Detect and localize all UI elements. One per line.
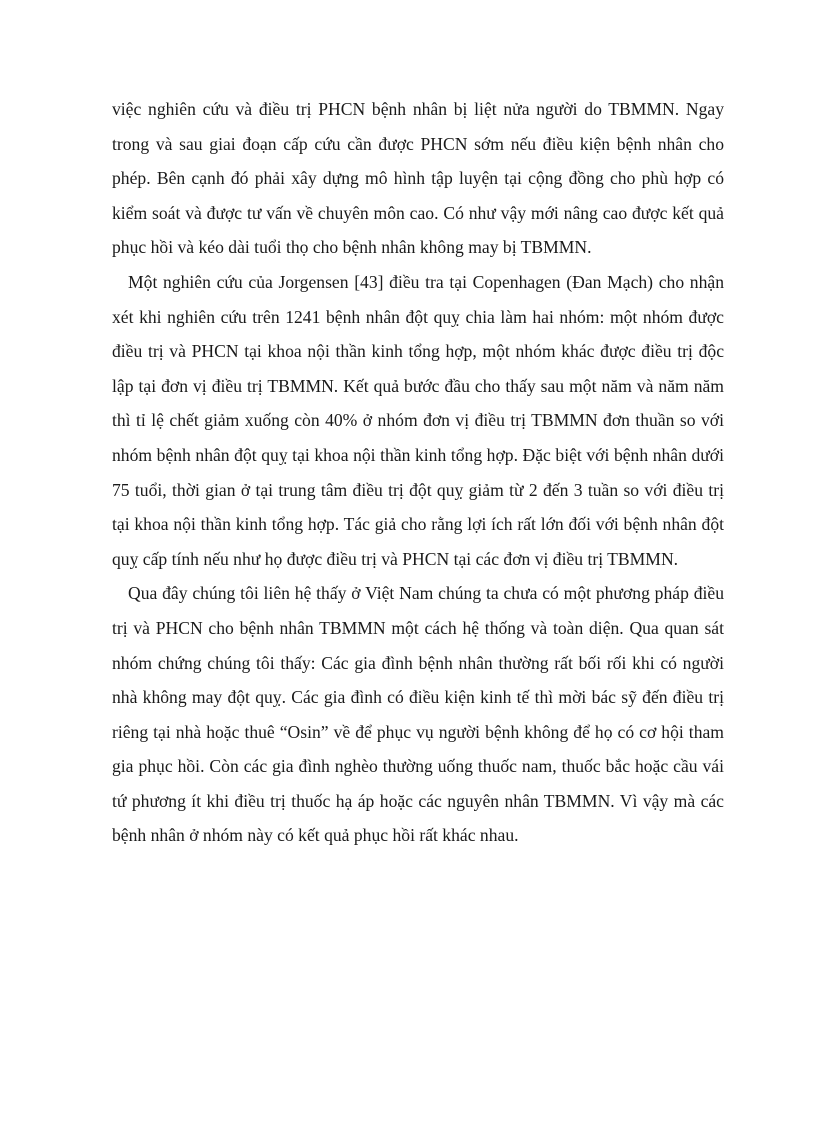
document-page bbox=[112, 92, 724, 853]
paragraph-vietnam-observation: Qua đây chúng tôi liên hệ thấy ở Việt Nam chúng ta chưa có một phương pháp điều trị và PHCN cho bệnh nhân TBMMN một cách hệ thống và toàn diện. Qua quan sát nhóm chứng chúng tôi thấy: Các gia đình bệnh nhân thường rất bối rối khi có người nhà không may đột quỵ. Các gia đình có điều kiện kinh tế thì mời bác sỹ đến điều trị riêng tại nhà hoặc thuê “Osin” về để phục vụ người bệnh không để họ có cơ hội tham gia phục hồi. Còn các gia đình nghèo thường uống thuốc nam, thuốc bắc hoặc cầu vái tứ phương ít khi điều trị thuốc hạ áp hoặc các nguyên nhân TBMMN. Vì vậy mà các bệnh nhân ở nhóm này có kết quả phục hồi rất khác nhau. bbox=[112, 583, 724, 846]
paragraph-continuation: việc nghiên cứu và điều trị PHCN bệnh nhân bị liệt nửa người do TBMMN. Ngay trong và sau giai đoạn cấp cứu cần được PHCN sớm nếu điều kiện bệnh nhân cho phép. Bên cạnh đó phải xây dựng mô hình tập luyện tại cộng đồng cho phù hợp có kiểm soát và được tư vấn về chuyên môn cao. Có như vậy mới nâng cao được kết quả phục hồi và kéo dài tuổi thọ cho bệnh nhân không may bị TBMMN. bbox=[112, 99, 724, 258]
paragraph-jorgensen-study: Một nghiên cứu của Jorgensen [43] điều tra tại Copenhagen (Đan Mạch) cho nhận xét khi nghiên cứu trên 1241 bệnh nhân đột quỵ chia làm hai nhóm: một nhóm được điều trị và PHCN tại khoa nội thần kinh tổng hợp, một nhóm khác được điều trị độc lập tại đơn vị điều trị TBMMN. Kết quả bước đầu cho thấy sau một năm và năm năm thì tỉ lệ chết giảm xuống còn 40% ở nhóm đơn vị điều trị TBMMN đơn thuần so với nhóm bệnh nhân đột quỵ tại khoa nội thần kinh tổng hợp. Đặc biệt với bệnh nhân dưới 75 tuổi, thời gian ở tại trung tâm điều trị đột quỵ giảm từ 2 đến 3 tuần so với điều trị tại khoa nội thần kinh tổng hợp. Tác giả cho rằng lợi ích rất lớn đối với bệnh nhân đột quỵ cấp tính nếu như họ được điều trị và PHCN tại các đơn vị điều trị TBMMN. bbox=[112, 271, 724, 569]
